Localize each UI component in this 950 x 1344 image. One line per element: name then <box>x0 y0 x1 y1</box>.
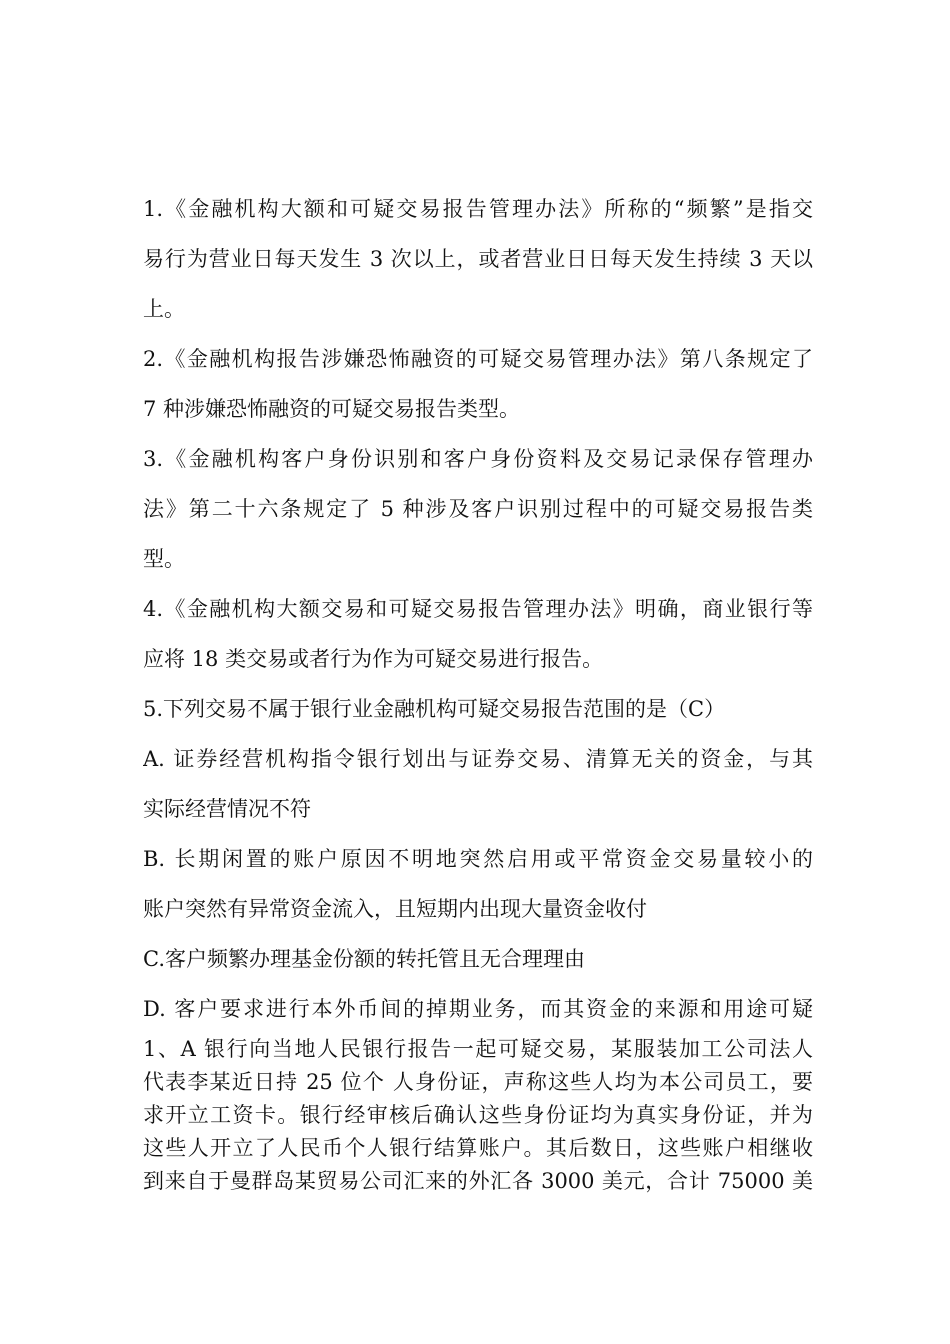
text-line: 代表李某近日持 25 位个 人身份证，声称这些人均为本公司员工，要 <box>143 1070 813 1094</box>
text-line: 4.《金融机构大额交易和可疑交易报告管理办法》明确，商业银行等 <box>143 597 813 621</box>
text-line: 1、A 银行向当地人民银行报告一起可疑交易，某服装加工公司法人 <box>143 1037 813 1061</box>
text-line: 法》第二十六条规定了 5 种涉及客户识别过程中的可疑交易报告类 <box>143 497 813 521</box>
text-line: 3.《金融机构客户身份识别和客户身份资料及交易记录保存管理办 <box>143 447 813 471</box>
text-line: C.客户频繁办理基金份额的转托管且无合理理由 <box>143 947 585 971</box>
text-line: 求开立工资卡。银行经审核后确认这些身份证均为真实身份证，并为 <box>143 1103 813 1127</box>
text-line: 应将 18 类交易或者行为作为可疑交易进行报告。 <box>143 647 604 671</box>
text-line: B. 长期闲置的账户原因不明地突然启用或平常资金交易量较小的 <box>143 847 813 871</box>
text-line: 1.《金融机构大额和可疑交易报告管理办法》所称的“频繁”是指交 <box>143 197 813 221</box>
text-line: A. 证券经营机构指令银行划出与证券交易、清算无关的资金，与其 <box>143 747 813 771</box>
text-line: 这些人开立了人民币个人银行结算账户。其后数日，这些账户相继收 <box>143 1136 813 1160</box>
text-line: 易行为营业日每天发生 3 次以上，或者营业日日每天发生持续 3 天以 <box>143 247 813 271</box>
text-line: 2.《金融机构报告涉嫌恐怖融资的可疑交易管理办法》第八条规定了 <box>143 347 813 371</box>
text-line: 型。 <box>143 547 185 571</box>
text-line: 实际经营情况不符 <box>143 797 311 821</box>
text-line: D. 客户要求进行本外币间的掉期业务，而其资金的来源和用途可疑 <box>143 997 813 1021</box>
text-line: 账户突然有异常资金流入，且短期内出现大量资金收付 <box>143 897 647 921</box>
text-line: 上。 <box>143 297 185 321</box>
text-line: 到来自于曼群岛某贸易公司汇来的外汇各 3000 美元，合计 75000 美 <box>143 1169 813 1193</box>
text-line: 7 种涉嫌恐怖融资的可疑交易报告类型。 <box>143 397 521 421</box>
text-line: 5.下列交易不属于银行业金融机构可疑交易报告范围的是（C） <box>143 697 726 721</box>
